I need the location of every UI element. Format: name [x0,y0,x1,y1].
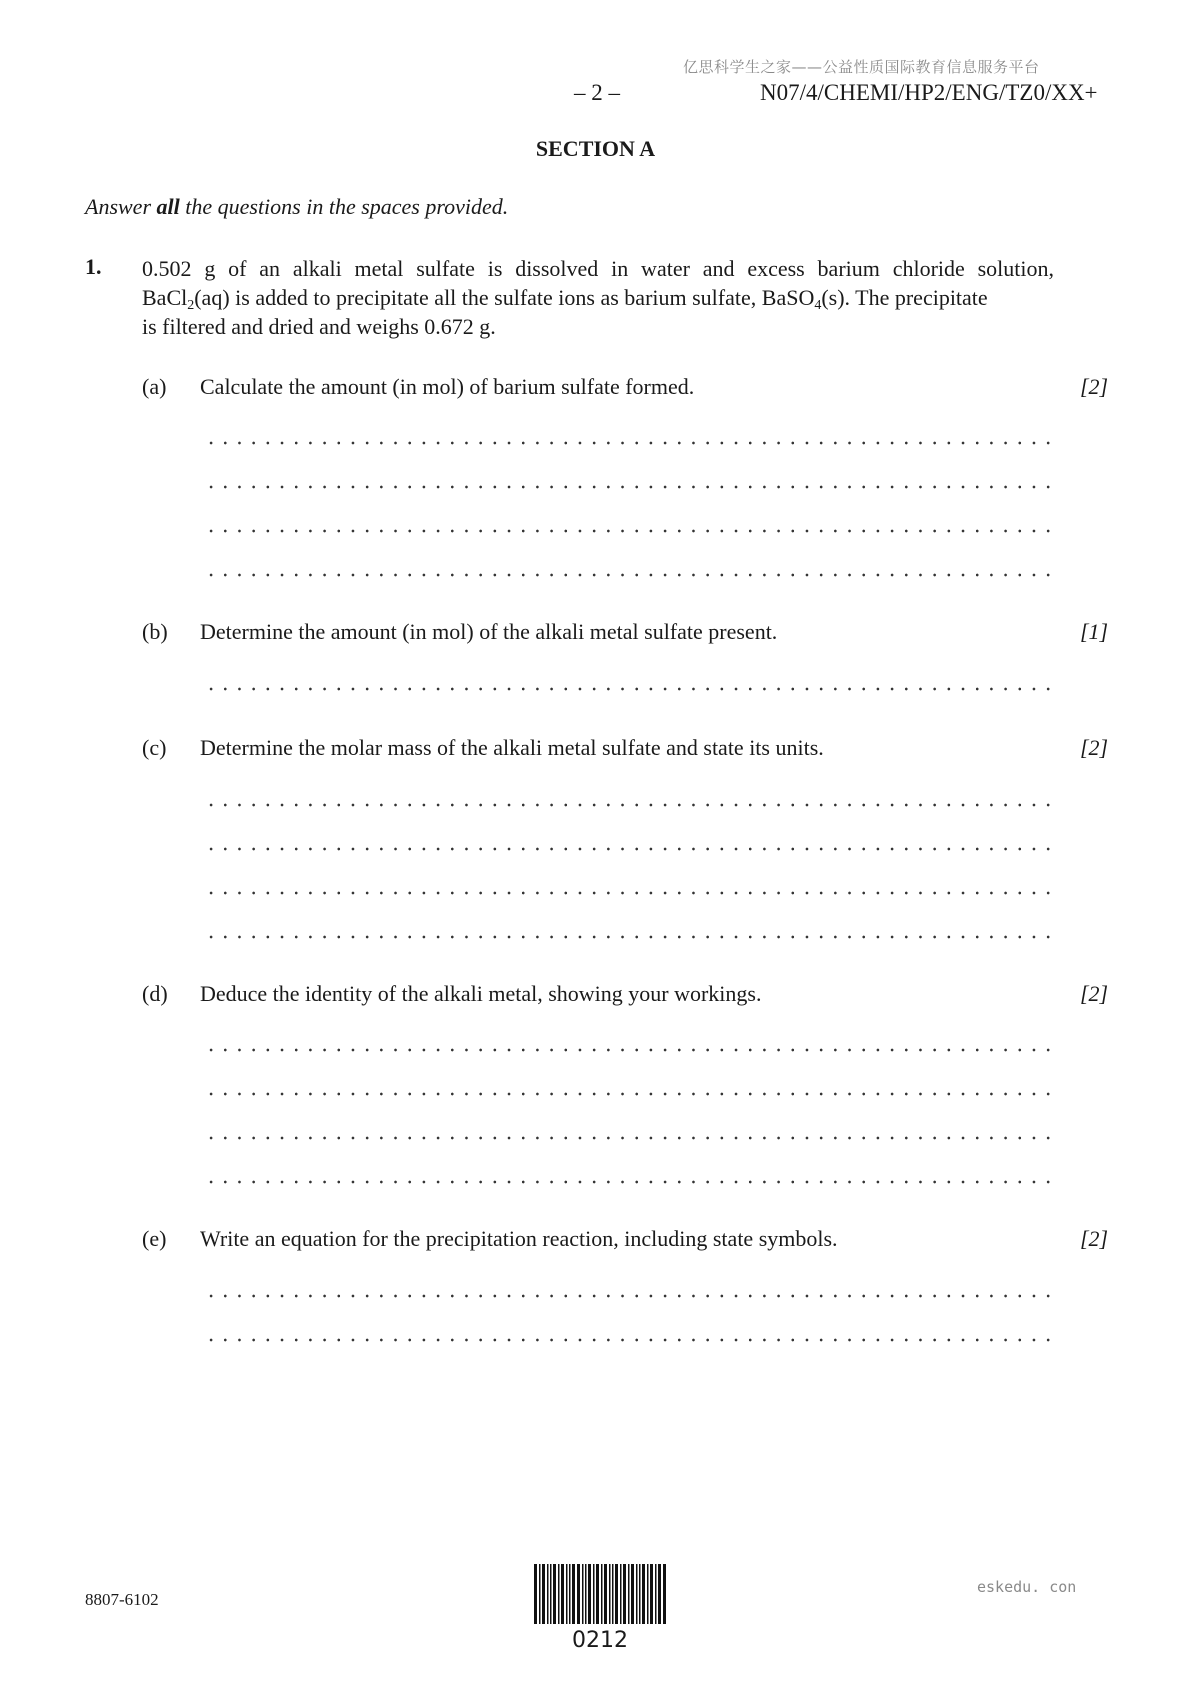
answer-line[interactable] [204,934,1054,940]
part-text: Calculate the amount (in mol) of barium sulfate formed. [200,374,695,399]
watermark-header: 亿思科学生之家——公益性质国际教育信息服务平台 [683,58,1040,76]
part-label: (b) [142,619,168,644]
stem-bacl: BaCl [142,285,188,310]
barcode-icon [534,1564,666,1624]
part-text: Determine the amount (in mol) of the alkali metal sulfate present. [200,619,778,644]
part-marks: [1] [1080,619,1109,644]
part-marks: [2] [1080,374,1109,399]
instructions [85,194,508,220]
answer-line[interactable] [204,686,1054,692]
answer-line[interactable] [204,846,1054,852]
answer-line[interactable] [204,484,1054,490]
part-marks: [2] [1080,1226,1109,1251]
question-stem [142,254,1054,341]
answer-line[interactable] [204,1047,1054,1053]
answer-line[interactable] [204,1091,1054,1097]
answer-line[interactable] [204,572,1054,578]
barcode-number: 0212 [572,1628,628,1653]
answer-line[interactable] [204,528,1054,534]
stem-middle: (aq) is added to precipitate all the sulfate ions as barium sulfate, BaSO [194,285,815,310]
stem-line-2 [142,283,1054,312]
part-text: Deduce the identity of the alkali metal, showing your workings. [200,981,762,1006]
stem-end: (s). The precipitate [821,285,988,310]
answer-line[interactable] [204,1337,1054,1343]
part-label: (a) [142,374,167,399]
stem-line-1: 0.502 g of an alkali metal sulfate is dissolved in water and excess barium chloride solution, [142,256,1054,281]
part-marks: [2] [1080,981,1109,1006]
page-number: – 2 – [574,80,620,105]
answer-line[interactable] [204,802,1054,808]
part-label: (c) [142,735,167,760]
stem-sub-2: 2 [187,298,195,313]
section-title: SECTION A [535,136,656,161]
part-label: (e) [142,1226,167,1251]
question-number: 1. [85,254,102,279]
part-marks: [2] [1080,735,1109,760]
answer-line[interactable] [204,1293,1054,1299]
footer-code: 8807-6102 [85,1590,159,1609]
answer-line[interactable] [204,440,1054,446]
stem-line-3: is filtered and dried and weighs 0.672 g. [142,314,496,339]
stem-sub-4: 4 [814,298,822,313]
part-text: Write an equation for the precipitation reaction, including state symbols. [200,1226,838,1251]
instructions-bold: all [156,194,180,219]
part-label: (d) [142,981,168,1006]
answer-line[interactable] [204,1135,1054,1141]
instructions-after: the questions in the spaces provided. [179,194,509,219]
site-watermark: eskedu. con [977,1578,1077,1596]
instructions-before: Answer [85,194,157,219]
answer-line[interactable] [204,890,1054,896]
part-text: Determine the molar mass of the alkali metal sulfate and state its units. [200,735,824,760]
paper-code: N07/4/CHEMI/HP2/ENG/TZ0/XX+ [760,80,1098,105]
answer-line[interactable] [204,1179,1054,1185]
